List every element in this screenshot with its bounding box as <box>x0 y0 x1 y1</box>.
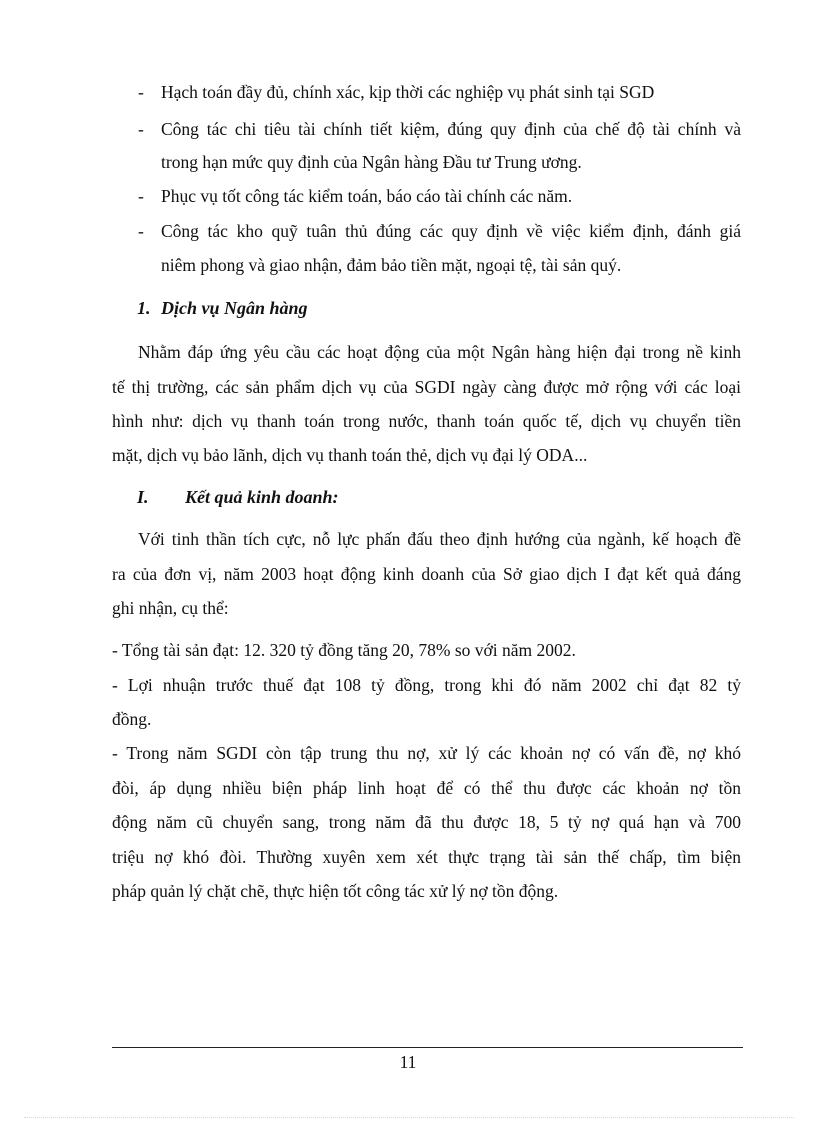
result-item: động năm cũ chuyển sang, trong năm đã thu được 18, 5 tỷ nợ quá hạn và 700 <box>112 812 741 832</box>
result-item: - Tổng tài sản đạt: 12. 320 tỷ đồng tăng 20, 78% so với năm 2002. <box>112 640 576 660</box>
result-item: - Trong năm SGDI còn tập trung thu nợ, xử lý các khoản nợ có vấn đề, nợ khó <box>112 743 741 763</box>
footer-rule <box>112 1047 743 1048</box>
bullet-text: Công tác chi tiêu tài chính tiết kiệm, đúng quy định của chế độ tài chính và <box>161 119 741 139</box>
result-item: triệu nợ khó đòi. Thường xuyên xem xét thực trạng tài sản thế chấp, tìm biện <box>112 847 741 867</box>
page-number: 11 <box>399 1052 417 1072</box>
paragraph-line: mặt, dịch vụ bảo lãnh, dịch vụ thanh toán thẻ, dịch vụ đại lý ODA... <box>112 445 588 465</box>
section-title: Kết quả kinh doanh: <box>185 487 339 507</box>
section-heading <box>137 486 339 508</box>
section-number: 1. <box>137 298 151 318</box>
page-bottom-border <box>24 1117 794 1118</box>
section-title: Dịch vụ Ngân hàng <box>161 298 308 318</box>
bullet-text: Công tác kho quỹ tuân thủ đúng các quy định về việc kiểm định, đánh giá <box>161 221 741 241</box>
result-item: đồng. <box>112 709 152 729</box>
paragraph-line: tế thị trường, các sản phẩm dịch vụ của SGDI ngày càng được mở rộng với các loại <box>112 377 741 397</box>
paragraph-line: hình như: dịch vụ thanh toán trong nước, thanh toán quốc tế, dịch vụ chuyển tiền <box>112 411 741 431</box>
result-item: pháp quản lý chặt chẽ, thực hiện tốt công tác xử lý nợ tồn động. <box>112 881 559 901</box>
paragraph-line: Với tinh thần tích cực, nỗ lực phấn đấu theo định hướng của ngành, kế hoạch đề <box>138 529 741 549</box>
bullet-dash: - <box>138 119 144 139</box>
section-number: I. <box>137 487 149 507</box>
result-item: - Lợi nhuận trước thuế đạt 108 tỷ đồng, trong khi đó năm 2002 chỉ đạt 82 tỷ <box>112 675 741 695</box>
bullet-text: Hạch toán đầy đủ, chính xác, kịp thời các nghiệp vụ phát sinh tại SGD <box>161 82 655 102</box>
paragraph-line: Nhằm đáp ứng yêu cầu các hoạt động của một Ngân hàng hiện đại trong nề kinh <box>138 342 741 362</box>
bullet-dash: - <box>138 221 144 241</box>
bullet-dash: - <box>138 186 144 206</box>
bullet-text: Phục vụ tốt công tác kiểm toán, báo cáo tài chính các năm. <box>161 186 573 206</box>
paragraph-line: ghi nhận, cụ thể: <box>112 598 229 618</box>
section-heading <box>137 297 308 319</box>
bullet-text: trong hạn mức quy định của Ngân hàng Đầu tư Trung ương. <box>161 152 582 172</box>
paragraph-line: ra của đơn vị, năm 2003 hoạt động kinh doanh của Sở giao dịch I đạt kết quả đáng <box>112 564 741 584</box>
result-item: đòi, áp dụng nhiều biện pháp linh hoạt để có thể thu được các khoản nợ tồn <box>112 778 741 798</box>
bullet-dash: - <box>138 82 144 102</box>
bullet-text: niêm phong và giao nhận, đảm bảo tiền mặt, ngoại tệ, tài sản quý. <box>161 255 622 275</box>
